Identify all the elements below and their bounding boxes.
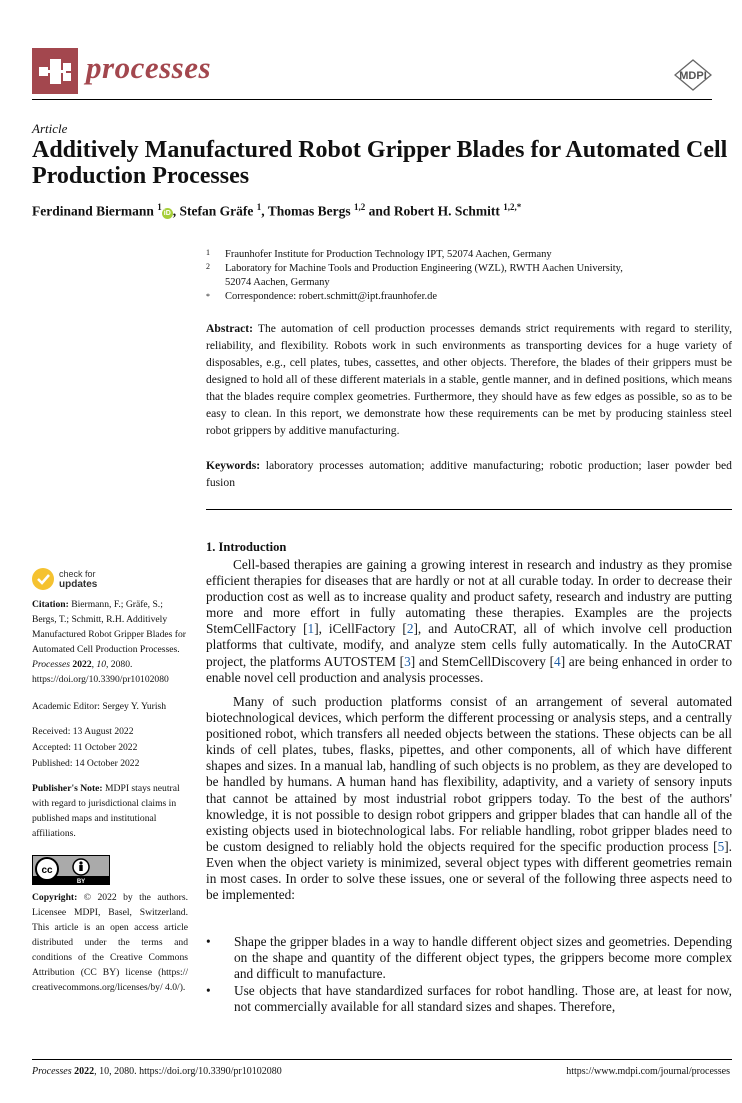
received-date: Received: 13 August 2022 <box>32 726 134 737</box>
author-name[interactable]: Stefan Gräfe <box>179 203 254 219</box>
mdpi-logo-text: MDPI <box>679 70 707 82</box>
check-for-updates-line1: check for <box>59 569 96 579</box>
author-name[interactable]: Ferdinand Biermann <box>32 203 154 219</box>
reference-link[interactable]: 1 <box>307 621 315 637</box>
reference-link[interactable]: 2 <box>406 621 414 637</box>
author-affiliation-mark: 1 <box>256 202 262 212</box>
keywords-label: Keywords: <box>206 459 261 472</box>
author-affiliation-mark: 1,2 <box>354 202 366 212</box>
bullet-item: Shape the gripper blades in a way to handle different object sizes and geometries. Depending on the shape and quantity of the different object types, the grippers become more complex and difficult to manufacture. <box>234 934 732 982</box>
mdpi-logo[interactable] <box>674 59 712 91</box>
citation-block: Citation: Biermann, F.; Gräfe, S.; Bergs, T.; Schmitt, R.H. Additively Manufactured Robot Gripper Blades for Automated Cell Production Processes. Processes 2022, 10, 2080. https://doi.org/10.3390/pr10102080 <box>32 599 186 685</box>
abstract-label: Abstract: <box>206 322 254 335</box>
check-for-updates-icon[interactable] <box>32 568 54 590</box>
academic-editor: Academic Editor: Sergey Y. Yurish <box>32 701 167 712</box>
by-text: BY <box>76 879 86 884</box>
copyright-label: Copyright: <box>32 892 78 903</box>
paper-title: Additively Manufactured Robot Gripper Blades for Automated Cell Production Processes <box>32 137 728 189</box>
publisher-note: Publisher's Note: MDPI stays neutral with regard to jurisdictional claims in published maps and institutional affiliations. <box>32 783 180 839</box>
reference-link[interactable]: 4 <box>554 653 561 669</box>
header-divider <box>32 99 712 100</box>
affiliation-number: 2 <box>206 262 210 271</box>
bullet-marker: • <box>206 934 211 949</box>
author-list: Ferdinand Biermann $^1$iD , Stefan Gräfe $^1$, Thomas Bergs $^{1,2}$ and Robert H. Schmitt $^{1,2,*}$ <box>32 202 522 219</box>
cc-text: cc <box>41 865 53 876</box>
body-paragraph: Cell-based therapies are gaining a growing interest in research and industry as they promise efficient therapies for diseases that are hardly or not at all curable today. In order to decrease their production cost as well as to increase quality and product safety, research and industry are putting more and more effort in fully automating these therapies. Examples are the projects StemCellFactory [1], iCellFactory [2], and AutoCRAT, all of which involve cell production platforms that cultivate, modify, and analyze stem cells fully automatically. In the AutoCRAT project, the platforms AUTOSTEM [3] and StemCellDiscovery [4] are being enhanced in order to enable novel cell production and analysis processes. <box>206 557 733 685</box>
author-affiliation-mark: 1,2,* <box>503 202 522 212</box>
journal-url-link[interactable]: https://www.mdpi.com/journal/processes <box>566 1066 730 1077</box>
journal-logo-icon <box>32 48 78 94</box>
cc-by-license-badge[interactable] <box>32 855 110 885</box>
author-affiliation-mark: 1 <box>157 202 162 212</box>
orcid-icon[interactable]: iD <box>163 209 171 217</box>
journal-logo <box>32 48 78 94</box>
bullet-marker: • <box>206 983 211 998</box>
affiliation-text: Laboratory for Machine Tools and Production Engineering (WZL), RWTH Aachen University, <box>225 263 623 274</box>
check-for-updates[interactable] <box>59 569 97 590</box>
publisher-note-label: Publisher's Note: <box>32 783 103 794</box>
correspondence-text[interactable]: Correspondence: robert.schmitt@ipt.fraunhofer.de <box>225 291 438 302</box>
affiliation-number: 1 <box>206 248 210 257</box>
bullet-item: Use objects that have standardized surfaces for robot handling. Those are, at least for now, not commercially available for all standard sizes and shapes. Therefore, <box>234 983 732 1015</box>
footer-divider <box>32 1059 732 1060</box>
footer-doi-link[interactable]: , 10, 2080. https://doi.org/10.3390/pr10102080 <box>94 1066 282 1077</box>
affiliation-text: 52074 Aachen, Germany <box>225 277 330 288</box>
published-date: Published: 14 October 2022 <box>32 758 140 769</box>
affiliation-text: Fraunhofer Institute for Production Technology IPT, 52074 Aachen, Germany <box>225 249 552 260</box>
footer-citation: Processes 2022, 10, 2080. https://doi.org/10.3390/pr10102080 <box>32 1066 282 1077</box>
keywords-text: laboratory processes automation; additive manufacturing; robotic production; laser powder bed fusion <box>206 459 732 489</box>
author-name[interactable]: Thomas Bergs <box>267 203 351 219</box>
body-paragraph: Many of such production platforms consist of an arrangement of several automated biotechnological devices, which perform the different processing or analysis steps, and a centrally positioned robot, which transfers all needed objects between the stations. These objects can be all kinds of cell plates, tubes, flasks, pipettes, and other components, all of which have different shapes and sizes. In a manual lab, handling of such objects is no problem, as they are developed to be handled by humans. A human hand has flexibility, adaptivity, and a variety of sensory inputs that cannot be attained by most industrial robot grippers today. To the best of the authors' knowledge, it is not possible to design robot grippers and gripper blades that can handle all of the existing objects used in biotechnological labs. For reliable handling, robot gripper blades need to be custom designed to reliably hold the objects required for the specific production process [5]. Even when the object variety is minimized, several object types with different geometries remain in most cases. In order to solve these issues, one or several of the following three aspects need to be implemented: <box>206 694 732 903</box>
journal-name[interactable]: processes <box>86 50 212 85</box>
citation-doi[interactable]: , 2080. https://doi.org/10.3390/pr10102080 <box>32 659 169 685</box>
abstract <box>206 320 732 439</box>
copyright-notice: Copyright: © 2022 by the authors. Licensee MDPI, Basel, Switzerland. This article is an open access article distributed under the terms and conditions of the Creative Commons Attribution (CC BY) license (https:// creativecommons.org/licenses/by/ 4.0/). <box>32 892 188 993</box>
citation-label: Citation: <box>32 599 69 610</box>
reference-link[interactable]: 5 <box>717 838 725 854</box>
accepted-date: Accepted: 11 October 2022 <box>32 742 138 753</box>
section-heading: 1. Introduction <box>206 540 287 554</box>
reference-link[interactable]: 3 <box>404 653 411 669</box>
article-type: Article <box>32 121 68 136</box>
author-name[interactable]: Robert H. Schmitt <box>393 203 500 219</box>
correspondence-mark: * <box>206 292 210 301</box>
abstract-text: The automation of cell production processes demands strict requirements with regard to sterility, reliability, and flexibility. Robots work in such environments as transporting devices for a huge variety of disposables, e.g., cell plates, tubes, cassettes, and other objects. Therefore, the blades of their grippers must be designed to hold all of these different materials in a stable, gentle manner, and in defined positions, which means that the blades require complex geometries. Furthermore, they should have as few edges as possible, so as to be easy to clean. In this report, we demonstrate how these requirements can be met by producing stainless steel robot grippers by additive manufacturing. <box>206 322 732 437</box>
keywords <box>206 457 732 491</box>
check-for-updates-line2: updates <box>59 579 98 590</box>
section-divider <box>206 509 732 510</box>
